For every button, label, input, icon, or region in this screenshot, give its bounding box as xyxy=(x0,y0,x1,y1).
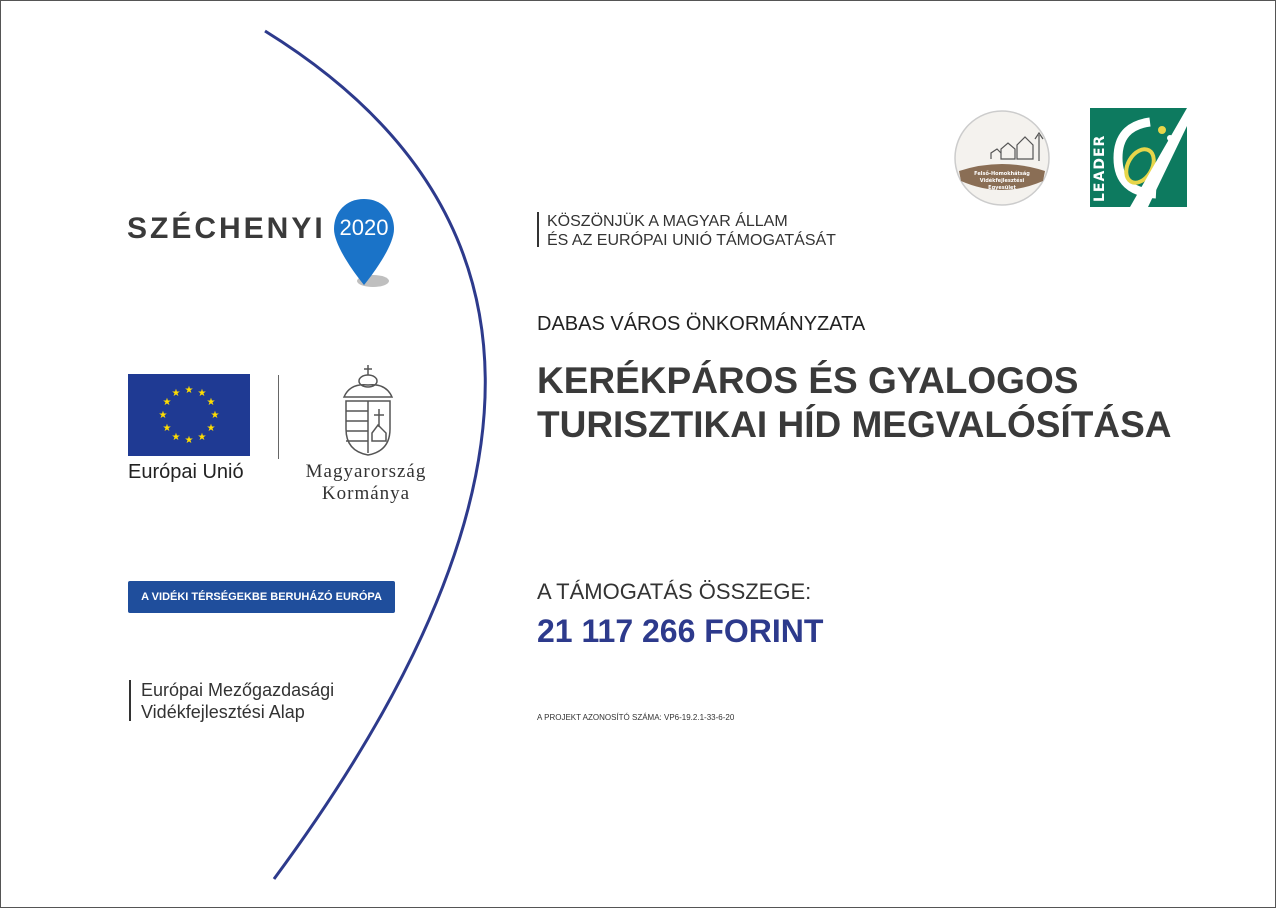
project-id xyxy=(537,713,734,722)
fund-line2: Vidékfejlesztési Alap xyxy=(141,702,305,722)
svg-text:★: ★ xyxy=(158,410,168,421)
project-title-line2: TURISZTIKAI HÍD MEGVALÓSÍTÁSA xyxy=(537,404,1172,445)
logo-divider xyxy=(278,375,279,459)
local-action-group-logo xyxy=(953,109,1051,207)
szechenyi-logo-word: SZÉCHENYI xyxy=(127,212,326,245)
thanks-line2: ÉS AZ EURÓPAI UNIÓ TÁMOGATÁSÁT xyxy=(547,232,836,249)
project-id-value: VP6-19.2.1-33-6-20 xyxy=(664,713,735,722)
thanks-text xyxy=(547,212,836,250)
svg-text:★: ★ xyxy=(184,385,194,396)
svg-text:★: ★ xyxy=(197,432,207,443)
szechenyi-logo-year: 2020 xyxy=(339,215,389,240)
svg-text:★: ★ xyxy=(184,435,194,446)
leader-logo xyxy=(1090,108,1187,207)
svg-text:★: ★ xyxy=(210,410,220,421)
project-title-line1: KERÉKPÁROS ÉS GYALOGOS xyxy=(537,360,1079,401)
svg-text:★: ★ xyxy=(171,388,181,399)
leader-logo-text: LEADER xyxy=(1092,134,1108,202)
fund-bar xyxy=(129,680,131,721)
grant-amount: 21 117 266 FORINT xyxy=(537,613,824,649)
svg-text:★: ★ xyxy=(171,432,181,443)
project-title xyxy=(537,359,1171,447)
fund-text xyxy=(141,679,334,723)
local-logo-line3: Egyesület xyxy=(988,185,1016,191)
project-id-label: A PROJEKT AZONOSÍTÓ SZÁMA: xyxy=(537,713,662,722)
coat-of-arms-icon xyxy=(338,363,398,457)
eu-label: Európai Unió xyxy=(128,461,244,483)
thanks-line1: KÖSZÖNJÜK A MAGYAR ÁLLAM xyxy=(547,213,788,230)
government-label-line2: Kormánya xyxy=(321,483,411,504)
local-logo-line1: Felső-Homokhátság xyxy=(974,171,1030,177)
svg-text:★: ★ xyxy=(162,423,172,434)
svg-text:★: ★ xyxy=(197,388,207,399)
map-pin-icon xyxy=(331,197,397,289)
svg-text:★: ★ xyxy=(206,397,216,408)
government-label xyxy=(294,461,438,505)
government-label-line1: Magyarország xyxy=(305,461,427,482)
beneficiary-name: DABAS VÁROS ÖNKORMÁNYZATA xyxy=(537,313,866,335)
svg-text:★: ★ xyxy=(206,423,216,434)
rural-europe-banner: A VIDÉKI TÉRSÉGEKBE BERUHÁZÓ EURÓPA xyxy=(128,581,395,613)
fund-line1: Európai Mezőgazdasági xyxy=(141,680,335,700)
local-logo-line2: Vidékfejlesztési xyxy=(979,178,1025,184)
thanks-bar xyxy=(537,212,539,247)
eu-stars-icon xyxy=(128,374,250,456)
svg-text:★: ★ xyxy=(162,397,172,408)
eu-flag xyxy=(128,374,250,456)
grant-amount-label: A TÁMOGATÁS ÖSSZEGE: xyxy=(537,579,812,604)
